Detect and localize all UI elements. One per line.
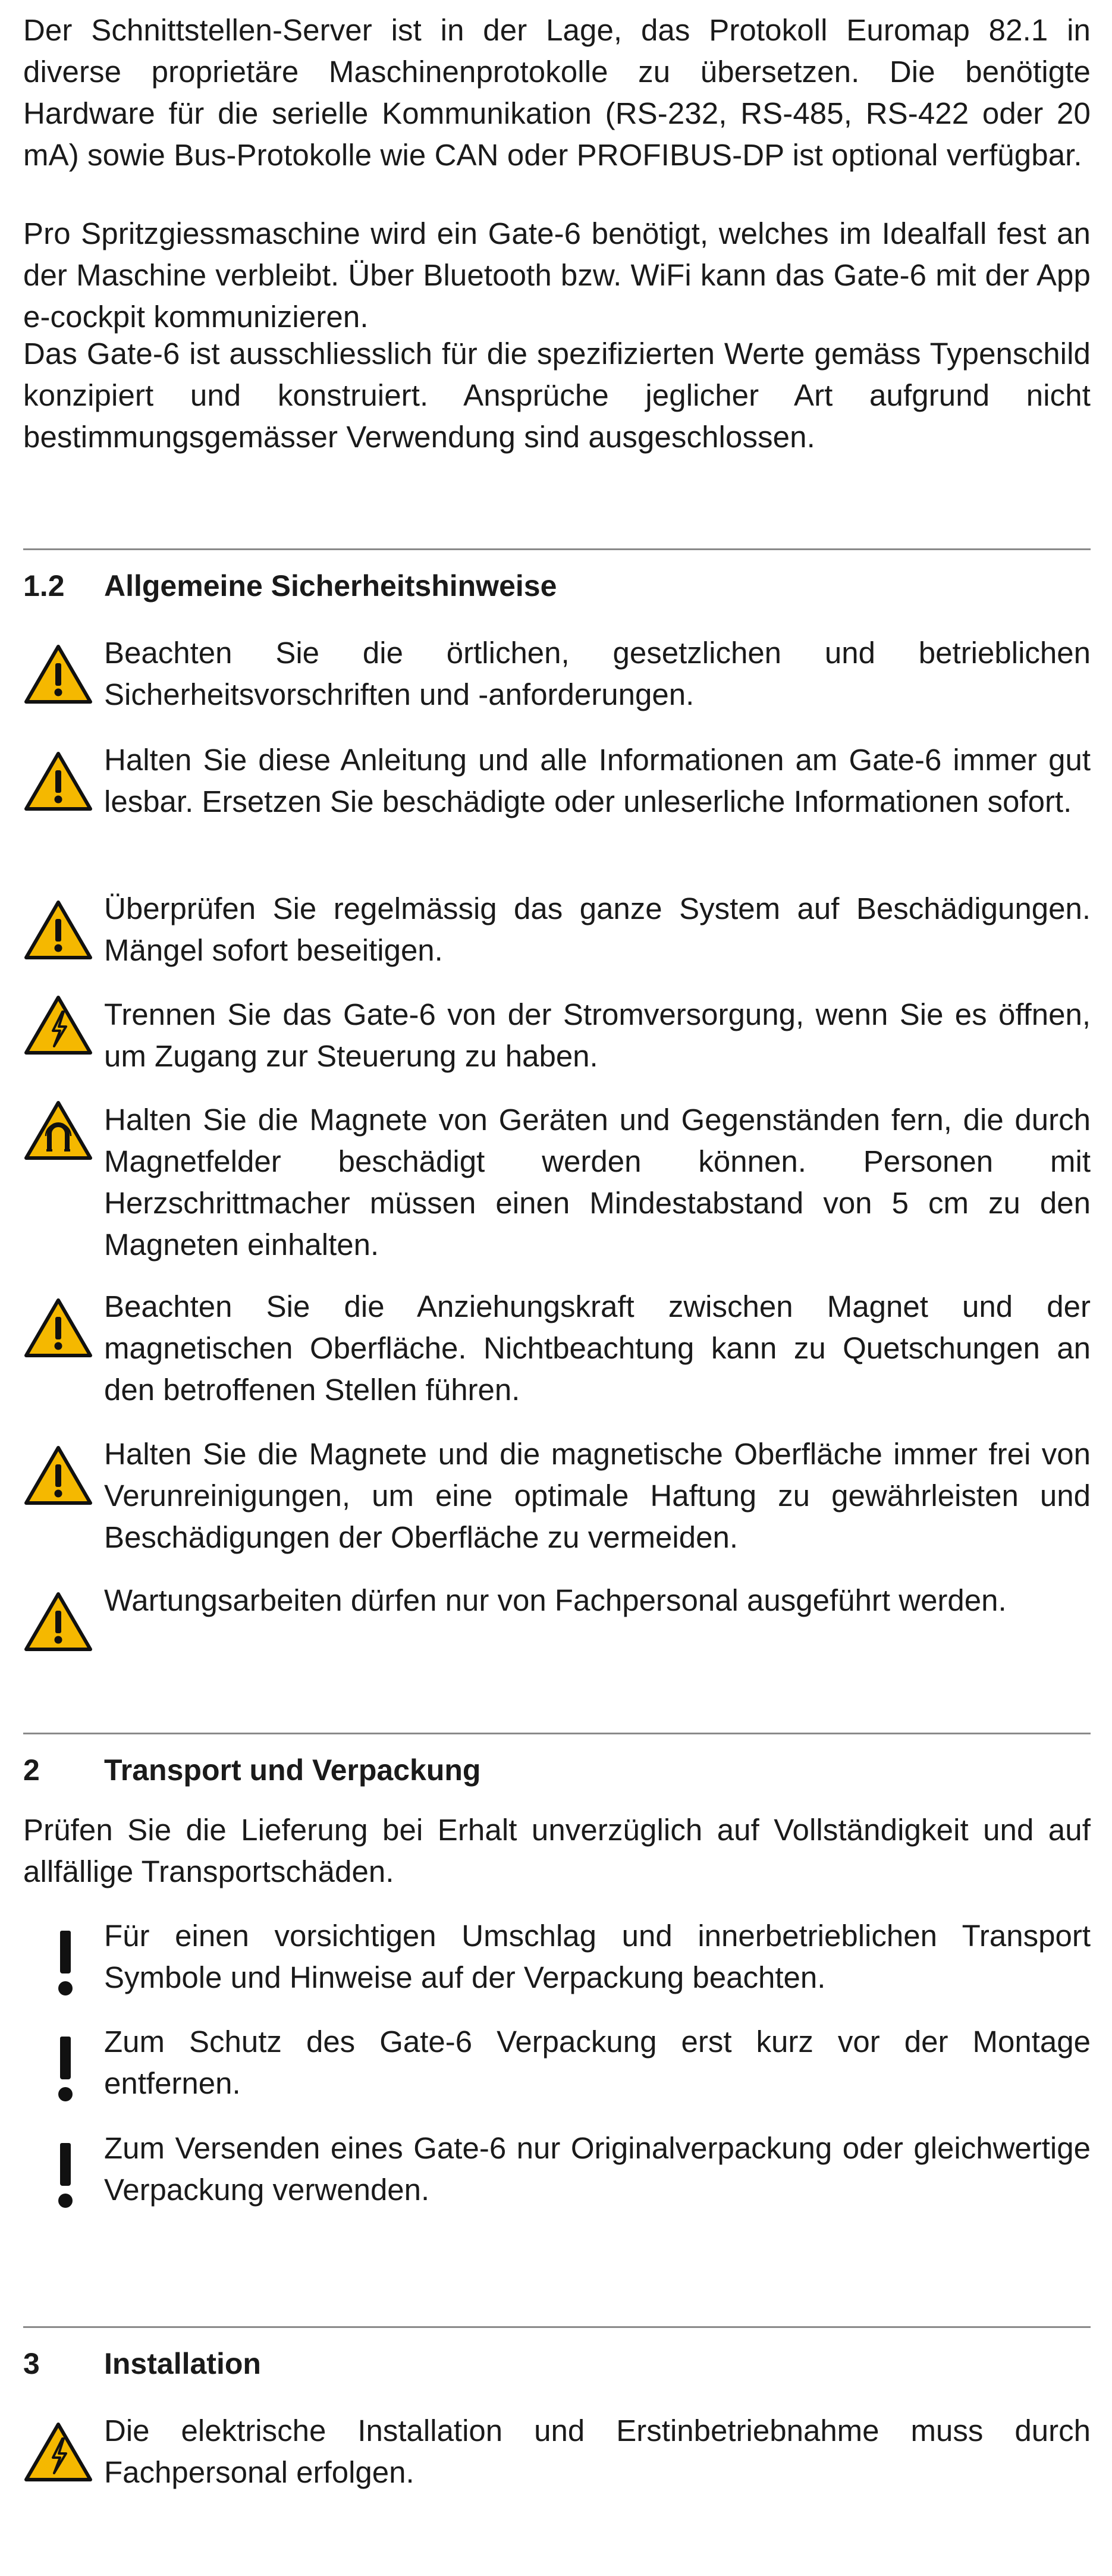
warning-exclamation-icon	[23, 643, 93, 705]
warning-exclamation-icon	[23, 1297, 93, 1359]
safety-item	[23, 1099, 1091, 1266]
safety-item-text: Überprüfen Sie regelmässig das ganze System auf Beschädigungen. Mängel sofort beseitigen.	[104, 892, 1091, 967]
safety-item	[23, 888, 1091, 971]
section-number: 3	[23, 2347, 40, 2380]
notice-item	[23, 2021, 1091, 2104]
warning-exclamation-icon	[23, 750, 93, 812]
electrical-hazard-icon	[23, 994, 93, 1056]
safety-item-text: Beachten Sie die Anziehungskraft zwischen Magnet und der magnetischen Oberfläche. Nichtbeachtung kann zu Quetschungen an den betroffenen Stellen führen.	[104, 1289, 1091, 1407]
warning-exclamation-icon	[23, 899, 93, 961]
intro-paragraph-1	[23, 10, 1091, 176]
section-heading-1-2	[23, 568, 1091, 604]
notice-item-text: Zum Versenden eines Gate-6 nur Originalverpackung oder gleichwertige Verpackung verwenden.	[104, 2131, 1091, 2207]
safety-item	[23, 739, 1091, 864]
safety-item-text: Halten Sie die Magnete von Geräten und Gegenständen fern, die durch Magnetfelder beschädigt werden können. Personen mit Herzschrittmacher müssen einen Mindestabstand von 5 cm zu den Magneten einhalten.	[104, 1103, 1091, 1262]
notice-item-text: Für einen vorsichtigen Umschlag und innerbetrieblichen Transport Symbole und Hinweise auf der Verpackung beachten.	[104, 1919, 1091, 1994]
section-2-intro	[23, 1809, 1091, 1893]
section-number: 2	[23, 1753, 40, 1787]
section-title: Installation	[104, 2347, 261, 2380]
section-number: 1.2	[23, 569, 65, 603]
safety-item	[23, 2410, 1091, 2493]
safety-item	[23, 1433, 1091, 1558]
safety-item	[23, 632, 1091, 716]
notice-item	[23, 2128, 1091, 2211]
safety-item-text: Halten Sie die Magnete und die magnetische Oberfläche immer frei von Verunreinigungen, um eine optimale Haftung zu gewährleisten und Beschädigungen der Oberfläche zu vermeiden.	[104, 1437, 1091, 1554]
warning-exclamation-icon	[23, 1444, 93, 1507]
intro-paragraph-2	[23, 213, 1091, 338]
intro-text: Pro Spritzgiessmaschine wird ein Gate-6 benötigt, welches im Idealfall fest an der Maschine verbleibt. Über Bluetooth bzw. WiFi kann das Gate-6 mit der App e-cockpit kommunizieren.	[23, 217, 1091, 334]
warning-exclamation-icon	[23, 1590, 93, 1653]
safety-item	[23, 994, 1091, 1077]
section-divider	[23, 2326, 1091, 2328]
section-heading-2	[23, 1752, 1091, 1788]
safety-item	[23, 1286, 1091, 1411]
electrical-hazard-icon	[23, 2421, 93, 2483]
intro-text: Das Gate-6 ist ausschliesslich für die spezifizierten Werte gemäss Typenschild konzipiert und konstruiert. Ansprüche jeglicher Art aufgrund nicht bestimmungsgemässer Verwendung sind ausgeschlossen.	[23, 337, 1091, 454]
safety-item-text: Halten Sie diese Anleitung und alle Informationen am Gate-6 immer gut lesbar. Ersetzen Sie beschädigte oder unleserliche Informationen sofort.	[104, 743, 1091, 818]
safety-item	[23, 1580, 1091, 1663]
section-divider	[23, 1733, 1091, 1734]
safety-item-text: Beachten Sie die örtlichen, gesetzlichen und betrieblichen Sicherheitsvorschriften und -anforderungen.	[104, 636, 1091, 711]
section-title: Allgemeine Sicherheitshinweise	[104, 569, 557, 603]
section-title: Transport und Verpackung	[104, 1753, 481, 1787]
section-divider	[23, 548, 1091, 550]
section-heading-3	[23, 2346, 1091, 2382]
intro-paragraph-3	[23, 333, 1091, 458]
intro-text: Der Schnittstellen-Server ist in der Lage, das Protokoll Euromap 82.1 in diverse proprietäre Maschinenprotokolle zu übersetzen. Die benötigte Hardware für die serielle Kommunikation (RS-232, RS-485, RS-422 oder 20 mA) sowie Bus-Protokolle wie CAN oder PROFIBUS-DP ist optional verfügbar.	[23, 13, 1091, 172]
notice-item	[23, 1915, 1091, 1998]
safety-item-text: Die elektrische Installation und Erstinbetriebnahme muss durch Fachpersonal erfolgen.	[104, 2414, 1091, 2489]
safety-item-text: Trennen Sie das Gate-6 von der Stromversorgung, wenn Sie es öffnen, um Zugang zur Steuerung zu haben.	[104, 997, 1091, 1073]
section-2-intro-text: Prüfen Sie die Lieferung bei Erhalt unverzüglich auf Vollständigkeit und auf allfällige Transportschäden.	[23, 1813, 1091, 1888]
magnetic-field-warning-icon	[23, 1099, 93, 1162]
safety-item-text: Wartungsarbeiten dürfen nur von Fachpersonal ausgeführt werden.	[104, 1583, 1007, 1617]
notice-item-text: Zum Schutz des Gate-6 Verpackung erst kurz vor der Montage entfernen.	[104, 2025, 1091, 2100]
